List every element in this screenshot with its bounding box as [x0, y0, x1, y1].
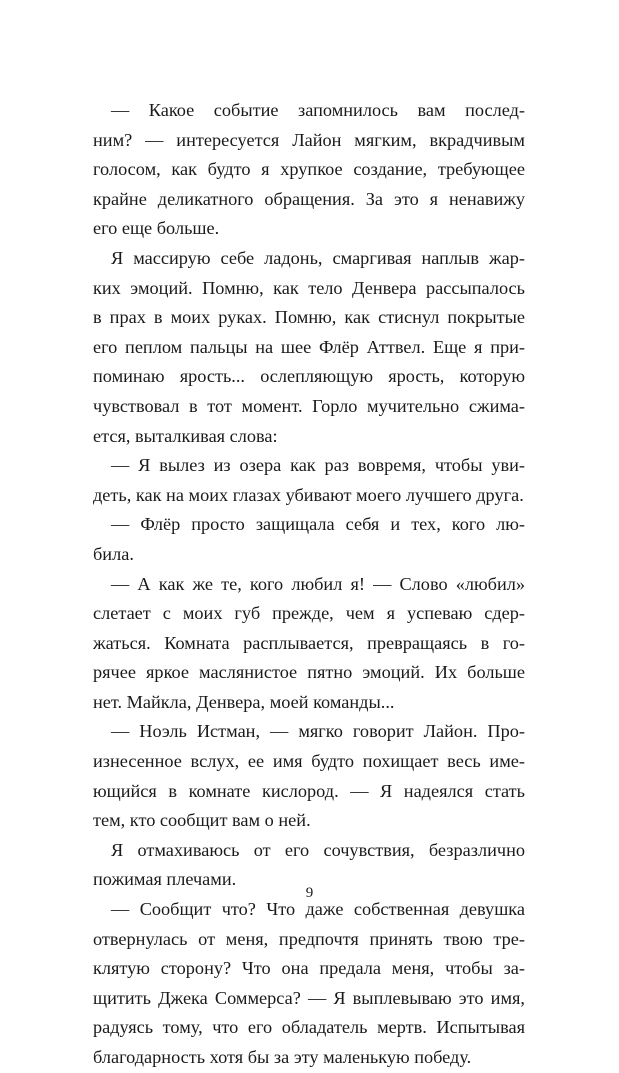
text-line: рячее яркое маслянистое пятно эмоций. Их больше [93, 662, 525, 683]
text-line: его пеплом пальцы на шее Флёр Аттвел. Еще я при- [93, 336, 525, 357]
text-line: голосом, как будто я хрупкое создание, требующее [93, 159, 525, 180]
text-line: крайне деликатного обращения. За это я ненавижу [93, 188, 525, 209]
text-line: пожимая плечами. [93, 869, 237, 890]
text-line: — Флёр просто защищала себя и тех, кого лю- [111, 514, 525, 535]
text-line: щитить Джека Соммерса? — Я выплевываю это имя, [93, 987, 525, 1008]
text-line: жаться. Комната расплывается, превращаясь в го- [93, 632, 525, 653]
text-line: ется, выталкивая слова: [93, 425, 278, 446]
text-line: — Сообщит что? Что даже собственная девушка [111, 899, 525, 920]
text-line: ких эмоций. Помню, как тело Денвера рассыпалось [93, 277, 525, 298]
text-line: тем, кто сообщит вам о ней. [93, 810, 311, 831]
text-line: Я массирую себе ладонь, смаргивая наплыв жар- [111, 247, 525, 268]
text-line: благодарность хотя бы за эту маленькую победу. [93, 1047, 472, 1067]
text-line: деть, как на моих глазах убивают моего лучшего друга. [93, 484, 524, 505]
text-line: клятую сторону? Что она предала меня, чтобы за- [93, 958, 525, 979]
text-line: в прах в моих руках. Помню, как стиснул покрытые [93, 307, 525, 328]
text-line: била. [93, 543, 134, 564]
text-line: радуясь тому, что его обладатель мертв. Испытывая [93, 1017, 525, 1038]
text-line: Я отмахиваюсь от его сочувствия, безразлично [111, 839, 525, 860]
text-line: отвернулась от меня, предпочтя принять твою тре- [93, 928, 525, 949]
text-line: ющийся в комнате кислород. — Я надеялся стать [93, 780, 525, 801]
text-line: — Я вылез из озера как раз вовремя, чтобы уви- [111, 455, 525, 476]
text-line: изнесенное вслух, ее имя будто похищает весь име- [93, 751, 525, 772]
text-line: поминаю ярость... ослепляющую ярость, которую [93, 366, 525, 387]
text-line: чувствовал в тот момент. Горло мучительно сжима- [93, 395, 525, 416]
page-body-text [93, 96, 525, 1073]
text-line: — А как же те, кого любил я! — Слово «любил» [111, 573, 525, 594]
text-line: — Ноэль Истман, — мягко говорит Лайон. Про- [111, 721, 525, 742]
page-number: 9 [305, 885, 314, 901]
text-line: его еще больше. [93, 218, 220, 239]
text-line: — Какое событие запомнилось вам послед- [111, 100, 525, 120]
text-line: нет. Майкла, Денвера, моей команды... [93, 691, 395, 712]
text-line: ним? — интересуется Лайон мягким, вкрадчивым [93, 129, 525, 150]
text-line: слетает с моих губ прежде, чем я успеваю сдер- [93, 603, 525, 624]
